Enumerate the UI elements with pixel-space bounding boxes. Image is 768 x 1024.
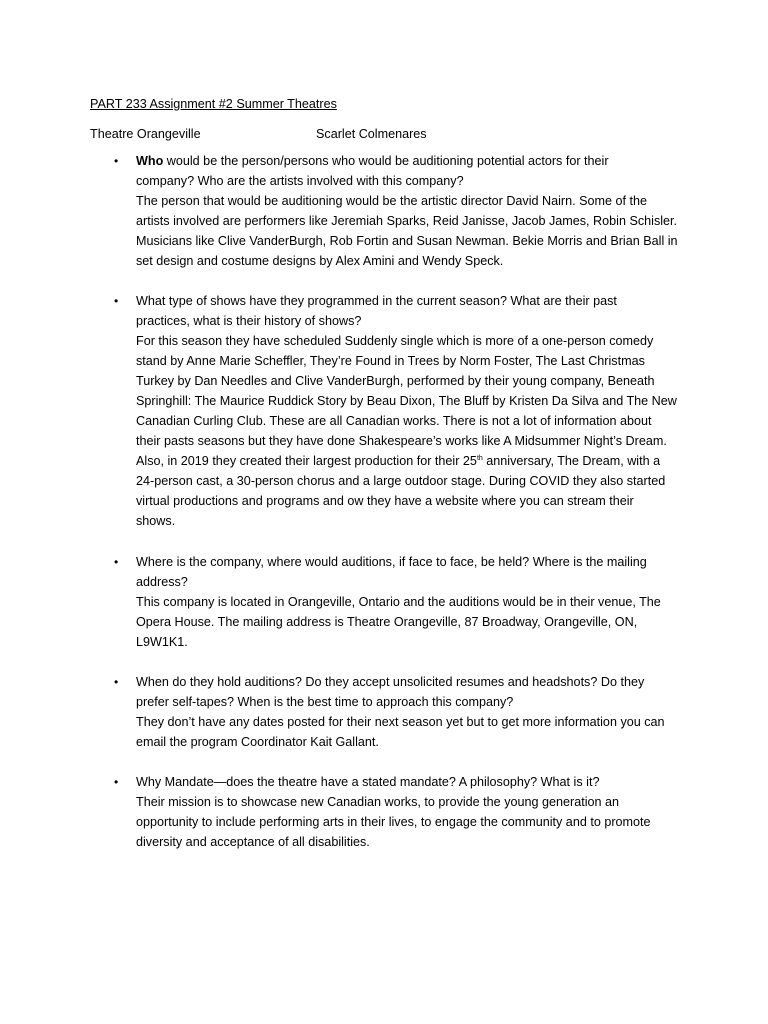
bullet-marker: • bbox=[114, 555, 119, 569]
section-shows bbox=[114, 291, 684, 531]
bullet-marker: • bbox=[114, 775, 119, 789]
ordinal-superscript: th bbox=[476, 455, 483, 462]
question-text: Where is the company, where would auditions, if face to face, be held? Where is the mailing address? bbox=[136, 555, 647, 589]
document-title: PART 233 Assignment #2 Summer Theatres bbox=[90, 97, 337, 111]
answer-text: They don’t have any dates posted for their next season yet but to get more information you can email the program Coordinator Kait Gallant. bbox=[136, 715, 665, 749]
section-who bbox=[114, 151, 684, 271]
question-text: What type of shows have they programmed in the current season? What are their past practices, what is their history of shows? bbox=[136, 294, 617, 328]
answer-text: Their mission is to showcase new Canadian works, to provide the young generation an opportunity to include performing arts in their lives, to engage the community and to promote diversity and acceptance of all disabilities. bbox=[136, 795, 651, 849]
bullet-marker: • bbox=[114, 294, 119, 308]
answer-text bbox=[136, 331, 684, 531]
question-text: When do they hold auditions? Do they accept unsolicited resumes and headshots? Do they prefer self-tapes? When is the best time to approach this company? bbox=[136, 675, 645, 709]
section-mandate bbox=[114, 772, 684, 852]
answer-text: The person that would be auditioning would be the artistic director David Nairn. Some of the artists involved are performers like Jeremiah Sparks, Reid Janisse, Jacob James, Robin Schisler. Musicians like Clive VanderBurgh, Rob Fortin and Susan Newman. Bekie Morris and Brian Ball in set design and costume designs by Alex Amini and Wendy Speck. bbox=[136, 194, 678, 268]
question-text bbox=[136, 151, 684, 191]
section-auditions bbox=[114, 672, 684, 752]
section-location bbox=[114, 552, 684, 652]
question-text: Why Mandate—does the theatre have a stated mandate? A philosophy? What is it? bbox=[136, 775, 600, 789]
author-name: Scarlet Colmenares bbox=[316, 127, 427, 141]
answer-part-2: anniversary, The Dream, with a 24-person cast, a 30-person chorus and a large outdoor stage. During COVID they also started virtual productions and programs and ow they have a website where you can stream their shows. bbox=[136, 454, 666, 528]
answer-part-1: For this season they have scheduled Suddenly single which is more of a one-person comedy stand by Anne Marie Scheffler, They’re Found in Trees by Norm Foster, The Last Christmas Turkey by Dan Needles and Clive VanderBurgh, performed by their young company, Beneath Springhill: The Maurice Ruddick Story by Beau Dixon, The Bluff by Kristen Da Silva and The New Canadian Curling Club. These are all Canadian works. There is not a lot of information about their pasts seasons but they have done Shakespeare’s works like A Midsummer Night’s Dream. Also, in 2019 they created their largest production for their 25 bbox=[136, 334, 677, 468]
bullet-marker: • bbox=[114, 154, 119, 168]
theatre-name: Theatre Orangeville bbox=[90, 127, 201, 141]
answer-text: This company is located in Orangeville, Ontario and the auditions would be in their venue, The Opera House. The mailing address is Theatre Orangeville, 87 Broadway, Orangeville, ON, L9W1K1. bbox=[136, 595, 661, 649]
question-rest: would be the person/persons who would be auditioning potential actors for their company? Who are the artists involved with this company? bbox=[136, 154, 609, 188]
question-lead-word: Who bbox=[136, 154, 164, 168]
bullet-marker: • bbox=[114, 675, 119, 689]
